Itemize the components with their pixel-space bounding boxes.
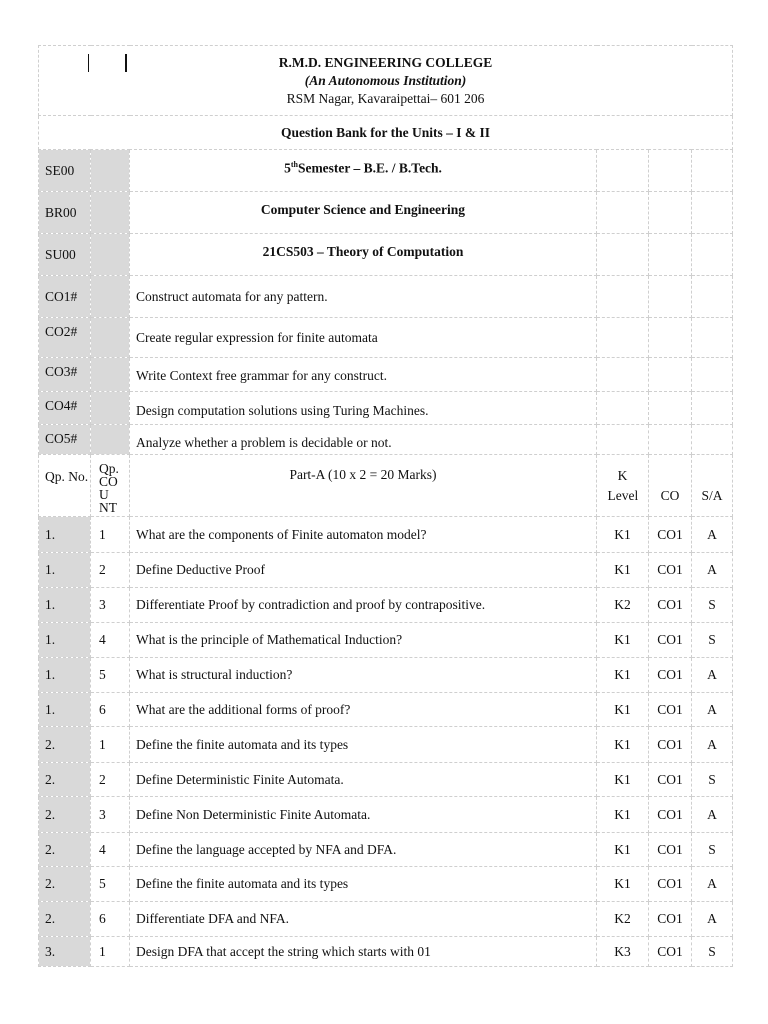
qp-count: 4: [91, 833, 130, 867]
sa-value: A: [692, 797, 733, 833]
co-value: CO1: [649, 937, 692, 967]
co-value: CO1: [649, 867, 692, 902]
qp-no: 1.: [39, 693, 91, 727]
question-text: Define Deterministic Finite Automata.: [130, 763, 597, 797]
co-value: CO1: [649, 727, 692, 763]
branch-label: Computer Science and Engineering: [130, 192, 597, 234]
empty-cell: [649, 358, 692, 392]
empty-cell: [597, 150, 649, 192]
k-level-header: [597, 455, 649, 517]
sa-value: S: [692, 623, 733, 658]
semester-text: Semester – B.E. / B.Tech.: [297, 160, 442, 176]
question-text: Differentiate Proof by contradiction and proof by contrapositive.: [130, 588, 597, 623]
co-value: CO1: [649, 623, 692, 658]
qp-count-header-text: Qp. COU NT: [99, 461, 119, 515]
question-row: [39, 693, 733, 727]
meta-row-subject: [39, 234, 733, 276]
question-text: Define the language accepted by NFA and DFA.: [130, 833, 597, 867]
sa-value: A: [692, 867, 733, 902]
course-outcome-row: [39, 358, 733, 392]
qp-no: 1.: [39, 517, 91, 553]
meta-code: SE00: [39, 150, 91, 192]
sa-value: S: [692, 763, 733, 797]
k-level: K1: [597, 727, 649, 763]
co-value: CO1: [649, 517, 692, 553]
co-code-spacer: [91, 276, 130, 318]
qp-count-header: [91, 455, 130, 517]
qp-no: 1.: [39, 553, 91, 588]
co-code-spacer: [91, 392, 130, 425]
question-text: Define Deductive Proof: [130, 553, 597, 588]
meta-code: SU00: [39, 234, 91, 276]
empty-cell: [692, 318, 733, 358]
empty-cell: [597, 234, 649, 276]
question-row: [39, 902, 733, 937]
co-code: CO4#: [39, 392, 91, 425]
qp-no: 1.: [39, 658, 91, 693]
question-row: [39, 553, 733, 588]
question-row: [39, 867, 733, 902]
course-outcome-row: [39, 392, 733, 425]
sa-header: S/A: [692, 455, 733, 517]
empty-cell: [649, 392, 692, 425]
qp-no: 1.: [39, 623, 91, 658]
co-value: CO1: [649, 763, 692, 797]
co-value: CO1: [649, 693, 692, 727]
college-header: [39, 46, 733, 116]
sa-value: A: [692, 727, 733, 763]
co-description: Construct automata for any pattern.: [130, 276, 597, 318]
empty-cell: [597, 276, 649, 318]
sa-value: A: [692, 553, 733, 588]
co-code-spacer: [91, 425, 130, 455]
question-row: [39, 588, 733, 623]
k-level: K1: [597, 517, 649, 553]
question-text: What are the components of Finite automaton model?: [130, 517, 597, 553]
co-value: CO1: [649, 588, 692, 623]
sa-value: A: [692, 902, 733, 937]
college-header-row: [39, 46, 733, 116]
empty-cell: [649, 276, 692, 318]
empty-cell: [597, 192, 649, 234]
sa-value: A: [692, 693, 733, 727]
co-value: CO1: [649, 833, 692, 867]
question-row: [39, 623, 733, 658]
qp-no: 2.: [39, 727, 91, 763]
co-code-spacer: [91, 358, 130, 392]
institution-type: (An Autonomous Institution): [304, 72, 467, 88]
k-level-header-text: K Level: [607, 467, 639, 503]
course-outcome-row: [39, 425, 733, 455]
co-code: CO5#: [39, 425, 91, 455]
semester-label: [130, 150, 597, 192]
co-description: Write Context free grammar for any construct.: [130, 358, 597, 392]
empty-cell: [692, 358, 733, 392]
qp-count: 3: [91, 797, 130, 833]
k-level: K2: [597, 588, 649, 623]
co-code: CO3#: [39, 358, 91, 392]
empty-cell: [649, 150, 692, 192]
qp-count: 1: [91, 937, 130, 967]
question-row: [39, 937, 733, 967]
empty-cell: [692, 425, 733, 455]
college-name: R.M.D. ENGINEERING COLLEGE: [278, 54, 493, 70]
qp-count: 5: [91, 658, 130, 693]
empty-cell: [597, 358, 649, 392]
qp-count: 6: [91, 902, 130, 937]
empty-cell: [649, 318, 692, 358]
qp-no: 2.: [39, 797, 91, 833]
question-row: [39, 727, 733, 763]
k-level: K2: [597, 902, 649, 937]
question-text: Define Non Deterministic Finite Automata.: [130, 797, 597, 833]
question-text: What are the additional forms of proof?: [130, 693, 597, 727]
question-row: [39, 763, 733, 797]
qp-count: 4: [91, 623, 130, 658]
qp-no: 1.: [39, 588, 91, 623]
question-row: [39, 517, 733, 553]
empty-cell: [692, 234, 733, 276]
semester-suffix: th: [290, 160, 298, 169]
empty-cell: [597, 318, 649, 358]
empty-cell: [692, 392, 733, 425]
empty-cell: [692, 150, 733, 192]
empty-cell: [649, 425, 692, 455]
sa-value: S: [692, 588, 733, 623]
empty-cell: [692, 276, 733, 318]
qp-count: 5: [91, 867, 130, 902]
qp-no: 2.: [39, 833, 91, 867]
meta-row-branch: [39, 192, 733, 234]
qp-no: 2.: [39, 902, 91, 937]
co-code-spacer: [91, 318, 130, 358]
qp-count: 3: [91, 588, 130, 623]
question-bank-title: Question Bank for the Units – I & II: [39, 116, 733, 150]
k-level: K1: [597, 797, 649, 833]
k-level: K1: [597, 553, 649, 588]
co-code: CO2#: [39, 318, 91, 358]
title-row: [39, 116, 733, 150]
sa-value: S: [692, 833, 733, 867]
qp-count: 2: [91, 553, 130, 588]
meta-row-semester: [39, 150, 733, 192]
k-level: K1: [597, 623, 649, 658]
meta-code: BR00: [39, 192, 91, 234]
k-level: K1: [597, 693, 649, 727]
empty-cell: [692, 192, 733, 234]
part-a-header-row: [39, 455, 733, 517]
meta-code-spacer: [91, 234, 130, 276]
qp-count: 1: [91, 517, 130, 553]
co-description: Analyze whether a problem is decidable or not.: [130, 425, 597, 455]
qp-count: 2: [91, 763, 130, 797]
co-value: CO1: [649, 797, 692, 833]
sa-value: A: [692, 517, 733, 553]
qp-no: 2.: [39, 763, 91, 797]
co-value: CO1: [649, 553, 692, 588]
question-row: [39, 658, 733, 693]
empty-cell: [649, 192, 692, 234]
part-a-title: Part-A (10 x 2 = 20 Marks): [130, 455, 597, 517]
question-text: Differentiate DFA and NFA.: [130, 902, 597, 937]
qp-count: 6: [91, 693, 130, 727]
empty-cell: [649, 234, 692, 276]
meta-code-spacer: [91, 192, 130, 234]
question-bank-table: [38, 45, 733, 967]
question-text: Define the finite automata and its types: [130, 867, 597, 902]
course-outcome-row: [39, 276, 733, 318]
semester-number: 5: [284, 160, 291, 176]
co-description: Create regular expression for finite automata: [130, 318, 597, 358]
question-text: Design DFA that accept the string which starts with 01: [130, 937, 597, 967]
question-row: [39, 833, 733, 867]
college-address: RSM Nagar, Kavaraipettai– 601 206: [286, 90, 485, 106]
k-level: K3: [597, 937, 649, 967]
course-outcome-row: [39, 318, 733, 358]
qp-no-header: Qp. No.: [39, 455, 91, 517]
qp-count: 1: [91, 727, 130, 763]
question-text: Define the finite automata and its types: [130, 727, 597, 763]
subject-label: 21CS503 – Theory of Computation: [130, 234, 597, 276]
co-description: Design computation solutions using Turing Machines.: [130, 392, 597, 425]
k-level: K1: [597, 867, 649, 902]
meta-code-spacer: [91, 150, 130, 192]
co-value: CO1: [649, 902, 692, 937]
co-code: CO1#: [39, 276, 91, 318]
empty-cell: [597, 392, 649, 425]
k-level: K1: [597, 658, 649, 693]
question-row: [39, 797, 733, 833]
sa-value: A: [692, 658, 733, 693]
question-text: What is the principle of Mathematical Induction?: [130, 623, 597, 658]
empty-cell: [597, 425, 649, 455]
co-value: CO1: [649, 658, 692, 693]
co-header: CO: [649, 455, 692, 517]
sa-value: S: [692, 937, 733, 967]
question-text: What is structural induction?: [130, 658, 597, 693]
qp-no: 2.: [39, 867, 91, 902]
qp-no: 3.: [39, 937, 91, 967]
k-level: K1: [597, 833, 649, 867]
k-level: K1: [597, 763, 649, 797]
